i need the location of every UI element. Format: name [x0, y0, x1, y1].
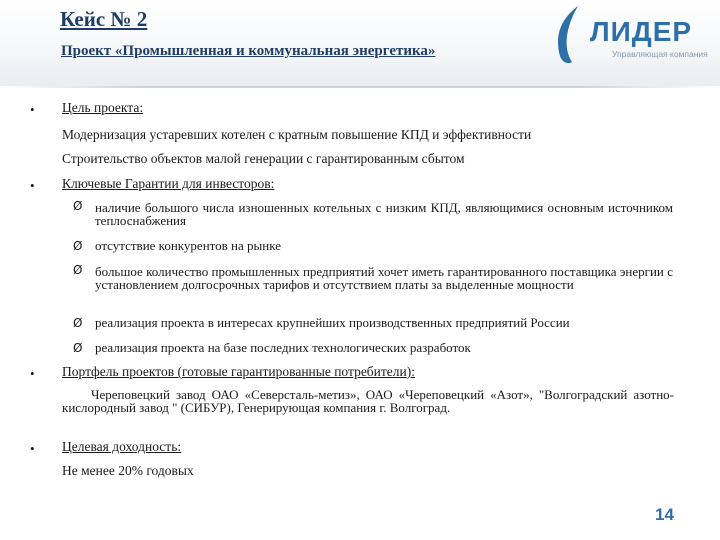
yield-text: Не менее 20% годовых — [62, 463, 194, 478]
arrow-bullet-icon: Ø — [73, 199, 83, 213]
guarantee-item: наличие большого числа изношенных котельных с низким КПД, являющимися основным источником теплоснабжения — [95, 200, 673, 228]
yield-heading: Целевая доходность: — [62, 439, 182, 454]
guarantees-heading: Ключевые Гарантии для инвесторов: — [62, 176, 275, 191]
logo-tagline: Управляющая компания — [612, 49, 708, 59]
bullet-icon: • — [30, 366, 35, 381]
bullet-icon: • — [30, 102, 35, 117]
page-number: 14 — [655, 505, 674, 524]
logo-wordmark: ЛИДЕР — [590, 16, 693, 47]
goal-line: Строительство объектов малой генерации с гарантированным сбытом — [62, 151, 465, 166]
arrow-bullet-icon: Ø — [73, 341, 83, 355]
guarantee-item: реализация проекта в интересах крупнейших производственных предприятий России — [95, 315, 570, 330]
bullet-icon: • — [30, 178, 35, 193]
guarantee-item: большое количество промышленных предприятий хочет иметь гарантированного поставщика энергии с установлением долгосрочных тарифов и отсутствием платы за выделенные мощности — [95, 264, 673, 292]
bullet-icon: • — [30, 441, 35, 456]
guarantee-item: отсутствие конкурентов на рынке — [95, 238, 281, 253]
page-title: Кейс № 2 — [60, 7, 148, 31]
page-subtitle: Проект «Промышленная и коммунальная энергетика» — [61, 43, 436, 59]
goal-line: Модернизация устаревших котелен с кратным повышение КПД и эффективности — [62, 127, 532, 142]
portfolio-heading: Портфель проектов (готовые гарантированные потребители): — [62, 364, 416, 379]
arrow-bullet-icon: Ø — [73, 263, 83, 277]
arrow-bullet-icon: Ø — [73, 316, 83, 330]
goal-heading: Цель проекта: — [62, 100, 144, 115]
guarantee-item: реализация проекта на базе последних технологических разработок — [95, 340, 471, 355]
arrow-bullet-icon: Ø — [73, 239, 83, 253]
portfolio-text: Череповецкий завод ОАО «Северсталь-метиз», ОАО «Череповецкий «Азот», "Волгоградский азотно-кислородный завод " (СИБУР), Генерирующая компания г. Волгоград. — [62, 387, 674, 415]
